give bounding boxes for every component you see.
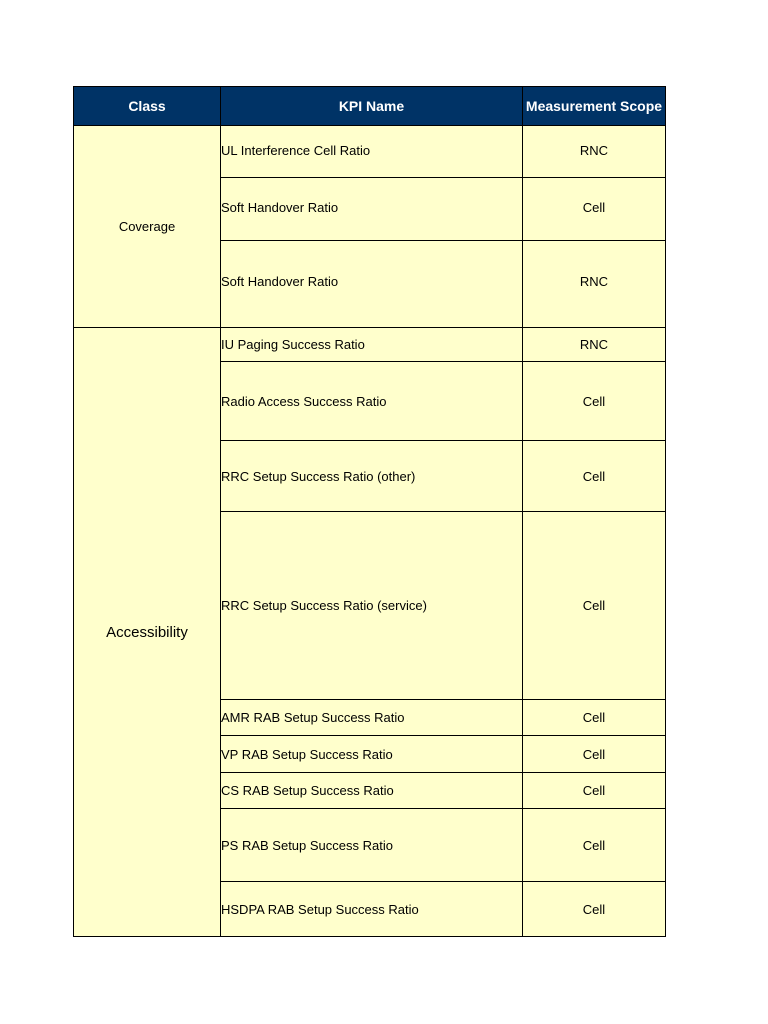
kpi-table <box>73 86 666 937</box>
table-header-row <box>74 87 666 126</box>
scope-cell: RNC <box>523 241 666 328</box>
kpi-name-cell: RRC Setup Success Ratio (service) <box>221 512 523 700</box>
kpi-name-cell: IU Paging Success Ratio <box>221 328 523 362</box>
scope-cell: RNC <box>523 328 666 362</box>
kpi-name-cell: AMR RAB Setup Success Ratio <box>221 700 523 736</box>
scope-cell: Cell <box>523 700 666 736</box>
kpi-name-cell: UL Interference Cell Ratio <box>221 126 523 178</box>
header-class: Class <box>74 87 221 126</box>
class-cell-coverage: Coverage <box>74 126 221 328</box>
table-row <box>74 328 666 362</box>
kpi-name-cell: PS RAB Setup Success Ratio <box>221 809 523 882</box>
kpi-name-cell: RRC Setup Success Ratio (other) <box>221 441 523 512</box>
kpi-name-cell: HSDPA RAB Setup Success Ratio <box>221 882 523 937</box>
scope-cell: Cell <box>523 512 666 700</box>
table-row <box>74 126 666 178</box>
header-kpi-name: KPI Name <box>221 87 523 126</box>
kpi-name-cell: Soft Handover Ratio <box>221 241 523 328</box>
kpi-name-cell: Soft Handover Ratio <box>221 178 523 241</box>
scope-cell: RNC <box>523 126 666 178</box>
kpi-name-cell: Radio Access Success Ratio <box>221 362 523 441</box>
scope-cell: Cell <box>523 178 666 241</box>
kpi-name-cell: CS RAB Setup Success Ratio <box>221 773 523 809</box>
scope-cell: Cell <box>523 773 666 809</box>
class-cell-accessibility: Accessibility <box>74 328 221 937</box>
scope-cell: Cell <box>523 362 666 441</box>
scope-cell: Cell <box>523 441 666 512</box>
scope-cell: Cell <box>523 882 666 937</box>
scope-cell: Cell <box>523 736 666 773</box>
scope-cell: Cell <box>523 809 666 882</box>
kpi-name-cell: VP RAB Setup Success Ratio <box>221 736 523 773</box>
header-measurement-scope: Measurement Scope <box>523 87 666 126</box>
